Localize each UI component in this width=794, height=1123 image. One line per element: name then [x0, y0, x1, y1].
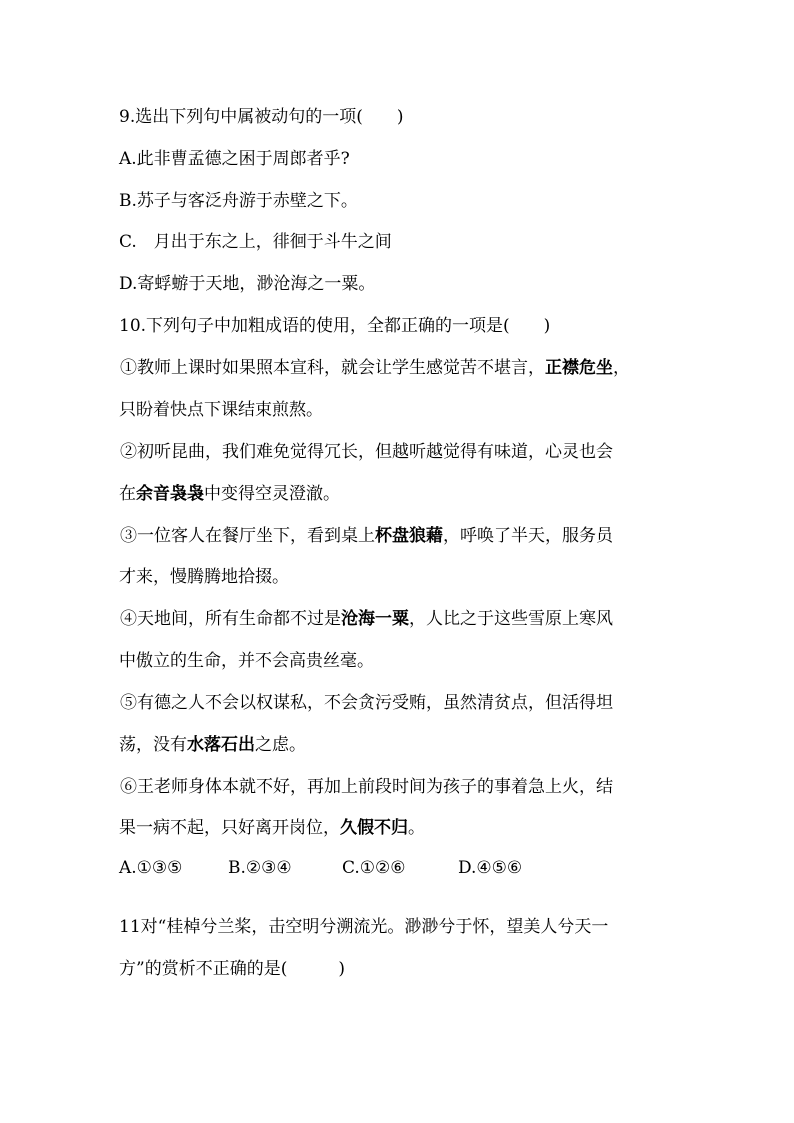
q9-option-b: B.苏子与客泛舟游于赤壁之下。 [119, 191, 358, 211]
q9-option-c: C. 月出于东之上，徘徊于斗牛之间 [119, 232, 392, 252]
q10-s1-post: ， [613, 358, 630, 378]
q10-stem: 10.下列句子中加粗成语的使用，全都正确的一项是( ) [119, 316, 551, 336]
q10-s2-idiom: 余音袅袅 [136, 484, 204, 504]
q10-s5-idiom: 水落石出 [187, 735, 255, 755]
q10-s6-pre: 果一病不起，只好离开岗位， [119, 818, 340, 838]
q10-s5-post: 之虑。 [255, 735, 306, 755]
q10-sentence-4-line-2: 中傲立的生命，并不会高贵丝毫。 [119, 651, 374, 671]
q10-s1-idiom: 正襟危坐 [545, 358, 613, 378]
q10-option-c: C.①②⑥ [342, 858, 406, 878]
q10-s6-idiom: 久假不归 [340, 818, 408, 838]
q9-option-d: D.寄蜉蝣于天地，渺沧海之一粟。 [119, 274, 376, 294]
q10-s4-pre: ④天地间，所有生命都不过是 [120, 609, 341, 629]
q10-s4-post: ，人比之于这些雪原上寒风 [409, 609, 613, 629]
q9-option-a: A.此非曹孟德之困于周郎者乎? [119, 149, 350, 169]
q10-sentence-1-line-1 [120, 358, 630, 378]
q10-sentence-3-line-2: 才来，慢腾腾地拾掇。 [119, 567, 289, 587]
q10-sentence-1-line-2: 只盼着快点下课结束煎熬。 [119, 400, 323, 420]
q10-s4-idiom: 沧海一粟 [341, 609, 409, 629]
q10-option-a: A.①③⑤ [119, 858, 183, 878]
q10-sentence-6-line-1: ⑥王老师身体本就不好，再加上前段时间为孩子的事着急上火，结 [120, 777, 613, 797]
q11-stem-line-1: 11对“桂棹兮兰桨，击空明兮溯流光。渺渺兮于怀，望美人兮天一 [119, 917, 609, 937]
q10-sentence-2-line-1: ②初听昆曲，我们难免觉得冗长，但越听越觉得有味道，心灵也会 [120, 442, 613, 462]
q11-stem-line-2: 方”的赏析不正确的是( ) [119, 959, 345, 979]
q10-s1-pre: ①教师上课时如果照本宣科，就会让学生感觉苦不堪言， [120, 358, 545, 378]
q10-sentence-5-line-1: ⑤有德之人不会以权谋私，不会贪污受贿，虽然清贫点，但活得坦 [120, 693, 613, 713]
q10-s2-pre: 在 [119, 484, 136, 504]
q10-option-d: D.④⑤⑥ [458, 858, 523, 878]
q10-sentence-3-line-1 [120, 526, 613, 546]
q10-option-b: B.②③④ [228, 858, 292, 878]
q10-s3-post: ，呼唤了半天，服务员 [443, 526, 613, 546]
q10-sentence-2-line-2 [119, 484, 340, 504]
q10-options [119, 858, 522, 878]
q10-sentence-6-line-2 [119, 818, 425, 838]
q10-s3-idiom: 杯盘狼藉 [375, 526, 443, 546]
q10-s3-pre: ③一位客人在餐厅坐下，看到桌上 [120, 526, 375, 546]
q10-sentence-5-line-2 [119, 735, 306, 755]
q10-s5-pre: 荡，没有 [119, 735, 187, 755]
q10-sentence-4-line-1 [120, 609, 613, 629]
q10-s6-post: 。 [408, 818, 425, 838]
q9-stem: 9.选出下列句中属被动句的一项( ) [119, 107, 404, 127]
q10-s2-post: 中变得空灵澄澈。 [204, 484, 340, 504]
